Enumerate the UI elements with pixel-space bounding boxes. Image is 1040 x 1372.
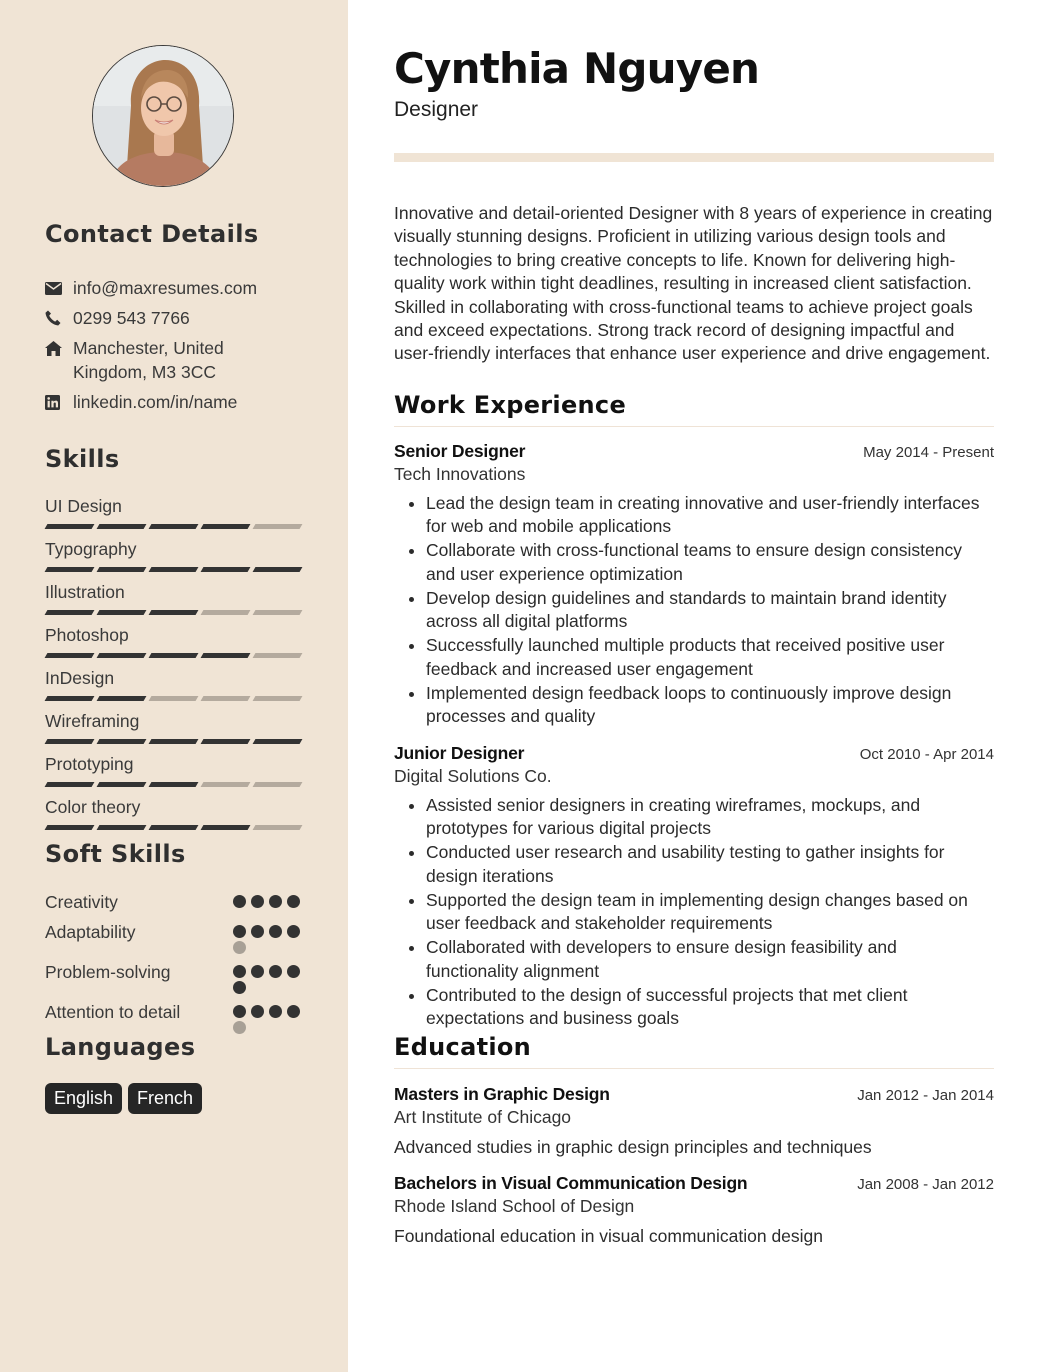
skill-rating-bar [46, 653, 301, 658]
skill-rating-segment [45, 567, 95, 572]
contact-address-text: Manchester, United Kingdom, M3 3CC [73, 338, 224, 382]
skill-name: Color theory [45, 797, 141, 817]
skill-name: Typography [45, 539, 137, 559]
skill-rating-segment [253, 524, 303, 529]
contact-linkedin-text[interactable]: linkedin.com/in/name [73, 392, 238, 412]
contact-phone [45, 306, 325, 330]
degree-description: Foundational education in visual communication design [394, 1226, 824, 1246]
rating-dot [287, 925, 300, 938]
skill-item [45, 710, 303, 753]
skill-rating-bar [46, 524, 301, 529]
skill-rating-segment [149, 825, 199, 830]
skill-rating-segment [45, 524, 95, 529]
skill-rating-segment [97, 567, 147, 572]
soft-skill-name: Problem-solving [45, 962, 171, 982]
soft-skill-rating [233, 920, 305, 954]
candidate-title: Designer [394, 98, 479, 121]
skill-item [45, 796, 303, 839]
rating-dot [233, 1021, 246, 1034]
skill-rating-segment [201, 696, 251, 701]
skill-item [45, 624, 303, 667]
rating-dot [233, 981, 246, 994]
job-company: Digital Solutions Co. [394, 766, 552, 786]
work-entry [394, 743, 994, 1031]
work-entry [394, 441, 994, 729]
list-item: • Successfully launched multiple products that received positive user feedback and increased user engagement [426, 634, 994, 681]
soft-skills-list [45, 890, 305, 1040]
rating-dot [287, 965, 300, 978]
education-entry [394, 1173, 994, 1248]
avatar-photo [93, 46, 234, 187]
degree-title: Masters in Graphic Design [394, 1084, 610, 1104]
rating-dot [287, 1005, 300, 1018]
skill-rating-segment [45, 696, 95, 701]
languages-heading: Languages [45, 1033, 196, 1061]
rating-dot [269, 965, 282, 978]
soft-skills-heading: Soft Skills [45, 840, 186, 868]
job-bullets [394, 492, 994, 728]
summary: Innovative and detail-oriented Designer with 8 years of experience in creating visually stunning designs. Proficient in utilizing various design tools and technologies to bring creative concepts to life. Known for delivering high-quality work within tight deadlines, resulting in increased client satisfaction. Skilled in collaborating with cross-functional teams to achieve project goals and exceed expectations. Strong track record of designing impactful and user-friendly interfaces that enhance user experience and drive engagement. [394, 203, 993, 364]
skill-rating-segment [45, 782, 95, 787]
soft-skill-name: Attention to detail [45, 1002, 181, 1022]
skill-rating-segment [149, 653, 199, 658]
soft-skill-item [45, 960, 305, 994]
skill-rating-segment [97, 524, 147, 529]
contact-address [45, 336, 325, 384]
contact-linkedin [45, 390, 325, 414]
contact-heading: Contact Details [45, 220, 259, 248]
skill-rating-segment [149, 739, 199, 744]
envelope-icon [45, 276, 63, 300]
school-name: Art Institute of Chicago [394, 1107, 572, 1127]
soft-skill-name: Creativity [45, 892, 118, 912]
list-item: • Develop design guidelines and standards to maintain brand identity across all digital platforms [426, 587, 994, 634]
candidate-name: Cynthia Nguyen [394, 44, 760, 93]
skill-rating-segment [97, 653, 147, 658]
skill-rating-segment [201, 653, 251, 658]
soft-skill-item [45, 920, 305, 954]
skill-item [45, 667, 303, 710]
skill-rating-segment [45, 610, 95, 615]
rating-dot [233, 1005, 246, 1018]
rating-dot [269, 1005, 282, 1018]
skill-name: UI Design [45, 496, 122, 516]
rating-dot [251, 925, 264, 938]
skill-rating-segment [149, 610, 199, 615]
avatar [92, 45, 234, 187]
rating-dot [269, 925, 282, 938]
rating-dot [251, 1005, 264, 1018]
skill-rating-segment [253, 825, 303, 830]
rating-dot [251, 965, 264, 978]
soft-skill-item [45, 1000, 305, 1034]
skill-rating-segment [201, 782, 251, 787]
work-heading: Work Experience [394, 391, 994, 427]
degree-description: Advanced studies in graphic design principles and techniques [394, 1137, 872, 1157]
rating-dot [287, 895, 300, 908]
header-divider [394, 153, 994, 162]
languages-list [45, 1083, 202, 1114]
skill-rating-segment [45, 653, 95, 658]
list-item: • Contributed to the design of successful projects that met client expectations and business goals [426, 984, 994, 1031]
skill-name: InDesign [45, 668, 115, 688]
job-title: Senior Designer [394, 441, 526, 461]
soft-skill-rating [233, 1000, 305, 1034]
skill-rating-segment [253, 782, 303, 787]
rating-dot [251, 895, 264, 908]
skill-rating-segment [253, 739, 303, 744]
skill-rating-segment [253, 567, 303, 572]
skill-name: Photoshop [45, 625, 129, 645]
skill-rating-segment [253, 610, 303, 615]
skill-item [45, 581, 303, 624]
soft-skill-rating [233, 960, 305, 994]
list-item: • Implemented design feedback loops to continuously improve design processes and quality [426, 682, 994, 729]
education-heading: Education [394, 1033, 994, 1069]
list-item: • Lead the design team in creating innovative and user-friendly interfaces for web and mobile applications [426, 492, 994, 539]
education-entry [394, 1084, 994, 1159]
skill-rating-segment [201, 825, 251, 830]
degree-date: Jan 2012 - Jan 2014 [857, 1087, 994, 1104]
contact-phone-text[interactable]: 0299 543 7766 [73, 308, 190, 328]
skill-rating-bar [46, 782, 301, 787]
skill-rating-bar [46, 610, 301, 615]
language-pill: French [128, 1083, 202, 1114]
home-icon [45, 336, 63, 360]
rating-dot [233, 965, 246, 978]
skill-rating-segment [149, 782, 199, 787]
phone-icon [45, 306, 63, 330]
skill-rating-segment [97, 739, 147, 744]
skill-rating-segment [253, 696, 303, 701]
skill-rating-bar [46, 825, 301, 830]
soft-skill-rating [233, 890, 305, 908]
rating-dot [269, 895, 282, 908]
job-bullets [394, 794, 994, 1030]
sidebar [0, 0, 348, 1372]
skill-rating-segment [253, 653, 303, 658]
skill-rating-segment [201, 524, 251, 529]
skill-name: Prototyping [45, 754, 134, 774]
skills-list [45, 495, 303, 839]
skill-rating-bar [46, 567, 301, 572]
job-date: May 2014 - Present [863, 444, 994, 461]
contact-list [45, 276, 325, 420]
skill-rating-bar [46, 696, 301, 701]
school-name: Rhode Island School of Design [394, 1196, 635, 1216]
skill-rating-segment [97, 782, 147, 787]
skill-name: Illustration [45, 582, 125, 602]
rating-dot [233, 925, 246, 938]
skill-rating-segment [149, 696, 199, 701]
list-item: • Supported the design team in implementing design changes based on user feedback and stakeholder requirements [426, 889, 994, 936]
skill-rating-segment [149, 524, 199, 529]
soft-skill-name: Adaptability [45, 922, 136, 942]
skill-item [45, 495, 303, 538]
skill-rating-segment [45, 825, 95, 830]
skill-rating-segment [201, 567, 251, 572]
skill-rating-segment [97, 825, 147, 830]
list-item: • Conducted user research and usability testing to gather insights for design iterations [426, 841, 994, 888]
skill-rating-segment [149, 567, 199, 572]
skill-item [45, 753, 303, 796]
linkedin-icon [45, 390, 63, 414]
degree-title: Bachelors in Visual Communication Design [394, 1173, 748, 1193]
skill-name: Wireframing [45, 711, 140, 731]
list-item: • Collaborate with cross-functional teams to ensure design consistency and user experience optimization [426, 539, 994, 586]
language-pill: English [45, 1083, 122, 1114]
skill-rating-segment [97, 610, 147, 615]
job-date: Oct 2010 - Apr 2014 [859, 746, 994, 763]
list-item: • Assisted senior designers in creating wireframes, mockups, and prototypes for various digital projects [426, 794, 994, 841]
soft-skill-item [45, 890, 305, 914]
skill-rating-segment [45, 739, 95, 744]
list-item: • Collaborated with developers to ensure design feasibility and functionality alignment [426, 936, 994, 983]
skill-rating-segment [201, 739, 251, 744]
rating-dot [233, 895, 246, 908]
job-title: Junior Designer [394, 743, 525, 763]
degree-date: Jan 2008 - Jan 2012 [857, 1176, 994, 1193]
skill-item [45, 538, 303, 581]
rating-dot [233, 941, 246, 954]
contact-email-text[interactable]: info@maxresumes.com [73, 278, 258, 298]
contact-email [45, 276, 325, 300]
job-company: Tech Innovations [394, 464, 526, 484]
skill-rating-segment [97, 696, 147, 701]
skill-rating-segment [201, 610, 251, 615]
skill-rating-bar [46, 739, 301, 744]
skills-heading: Skills [45, 445, 120, 473]
